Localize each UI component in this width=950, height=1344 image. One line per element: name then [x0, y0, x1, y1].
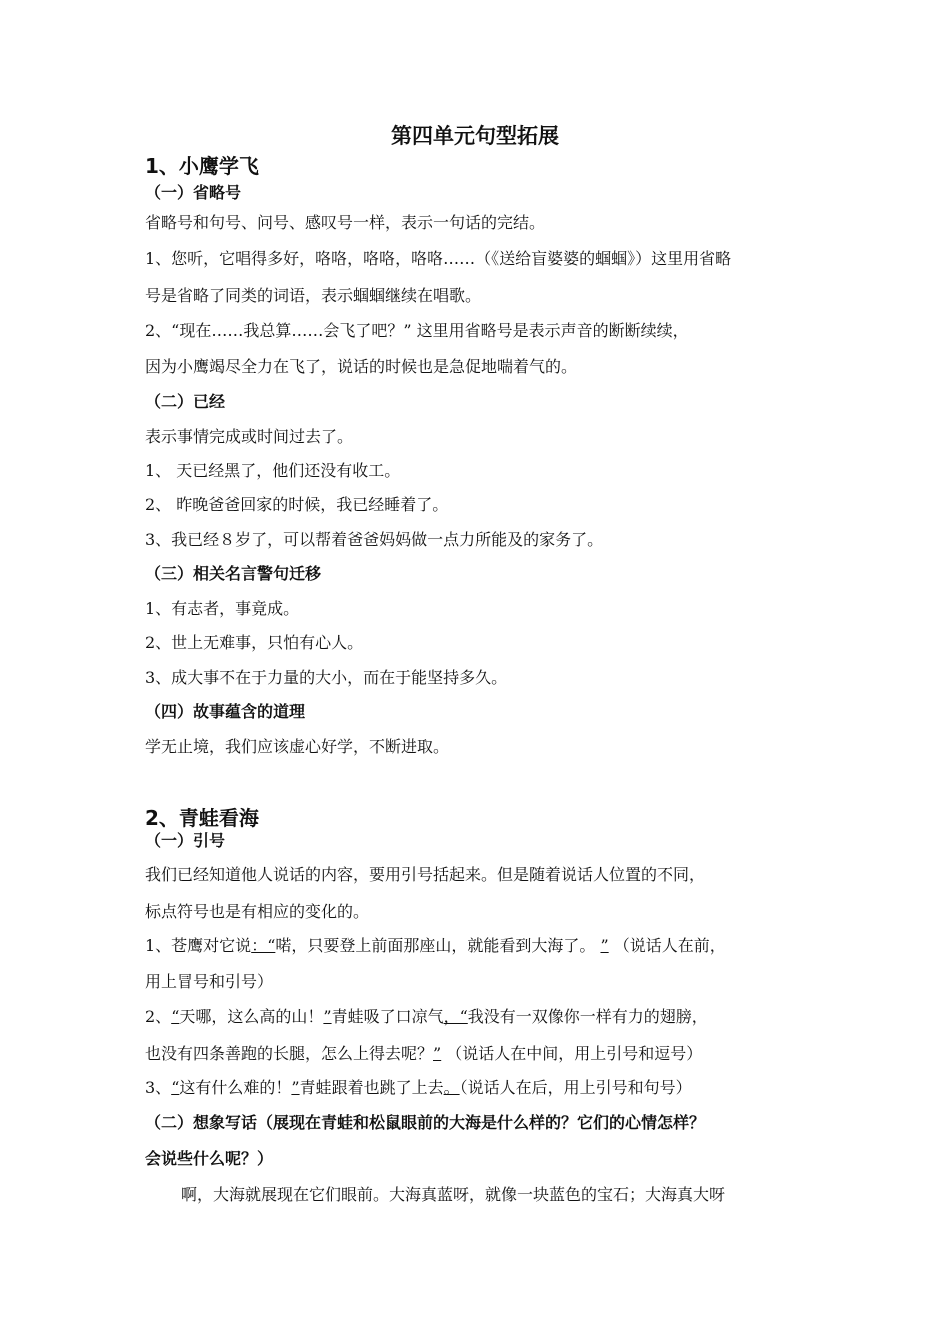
underlined-punctuation: ” — [433, 1044, 442, 1063]
subsection-heading: （一）省略号 — [145, 183, 242, 202]
underlined-punctuation: ” — [323, 1007, 332, 1026]
example-line — [145, 933, 726, 956]
text-segment: 我没有一双像你一样有力的翅膀， — [467, 1007, 708, 1026]
underlined-punctuation: ” — [600, 936, 609, 955]
paragraph-line: 号是省略了同类的词语，表示蝈蝈继续在唱歌。 — [145, 286, 482, 305]
text-segment: 也没有四条善跑的长腿，怎么上得去呢？ — [145, 1044, 434, 1063]
paragraph-line: 3、我已经８岁了，可以帮着爸爸妈妈做一点力所能及的家务了。 — [145, 530, 604, 549]
underlined-punctuation: ” — [291, 1078, 300, 1097]
text-segment: （说话人在前， — [608, 936, 726, 955]
example-line — [145, 1004, 708, 1027]
paragraph-line: 用上冒号和引号） — [145, 972, 274, 991]
paragraph-line: 因为小鹰竭尽全力在飞了，说话的时候也是急促地喘着气的。 — [145, 357, 578, 376]
underlined-punctuation: 。 — [443, 1078, 460, 1097]
text-segment: 青蛙跟着也跳了上去 — [299, 1078, 444, 1097]
underlined-punctuation: ：“ — [251, 936, 276, 955]
text-segment: 3、 — [145, 1078, 172, 1097]
underlined-punctuation: “ — [171, 1078, 180, 1097]
example-line — [145, 1075, 692, 1098]
paragraph-line: 1、有志者，事竟成。 — [145, 599, 300, 618]
paragraph-line: 我们已经知道他人说话的内容，要用引号括起来。但是随着说话人位置的不同， — [145, 865, 706, 884]
text-segment: （说话人在中间，用上引号和逗号） — [441, 1044, 703, 1063]
page-title: 第四单元句型拓展 — [391, 124, 559, 148]
section-heading: 2、青蛙看海 — [145, 806, 259, 830]
example-line — [145, 1041, 702, 1064]
paragraph-line: 1、您听，它唱得多好，咯咯，咯咯，咯咯……（《送给盲婆婆的蝈蝈》）这里用省略 — [145, 249, 732, 268]
text-segment: （说话人在后，用上引号和句号） — [459, 1078, 692, 1097]
paragraph-line: 标点符号也是有相应的变化的。 — [145, 902, 370, 921]
paragraph-line: 省略号和句号、问号、感叹号一样，表示一句话的完结。 — [145, 213, 546, 232]
subsection-heading: （二）已经 — [145, 392, 226, 411]
underlined-punctuation: “ — [171, 1007, 180, 1026]
paragraph-line: 啊，大海就展现在它们眼前。大海真蓝呀，就像一块蓝色的宝石；大海真大呀 — [181, 1185, 726, 1204]
section-heading: 1、小鹰学飞 — [145, 154, 259, 178]
subsection-heading: （三）相关名言警句迁移 — [145, 564, 322, 583]
subsection-heading: 会说些什么呢？） — [145, 1149, 274, 1168]
paragraph-line: 2、“现在……我总算……会飞了吧？” 这里用省略号是表示声音的断断续续， — [145, 321, 689, 340]
paragraph-line: 3、成大事不在于力量的大小，而在于能坚持多久。 — [145, 668, 508, 687]
subsection-heading: （二）想象写话（展现在青蛙和松鼠眼前的大海是什么样的？它们的心情怎样？ — [145, 1113, 706, 1132]
text-segment: 这有什么难的！ — [179, 1078, 292, 1097]
paragraph-line: 表示事情完成或时间过去了。 — [145, 427, 354, 446]
paragraph-line: 1、 天已经黑了，他们还没有收工。 — [145, 461, 401, 480]
subsection-heading: （四）故事蕴含的道理 — [145, 702, 306, 721]
underlined-punctuation: ，“ — [443, 1007, 468, 1026]
text-segment: 1、苍鹰对它说 — [145, 936, 252, 955]
paragraph-line: 学无止境，我们应该虚心好学，不断进取。 — [145, 737, 450, 756]
paragraph-line: 2、 昨晚爸爸回家的时候，我已经睡着了。 — [145, 495, 449, 514]
text-segment: 天哪，这么高的山！ — [179, 1007, 324, 1026]
text-segment: 喏，只要登上前面那座山，就能看到大海了。 — [275, 936, 601, 955]
text-segment: 2、 — [145, 1007, 172, 1026]
text-segment: 青蛙吸了口凉气 — [331, 1007, 444, 1026]
subsection-heading: （一）引号 — [145, 831, 226, 850]
paragraph-line: 2、世上无难事，只怕有心人。 — [145, 633, 364, 652]
